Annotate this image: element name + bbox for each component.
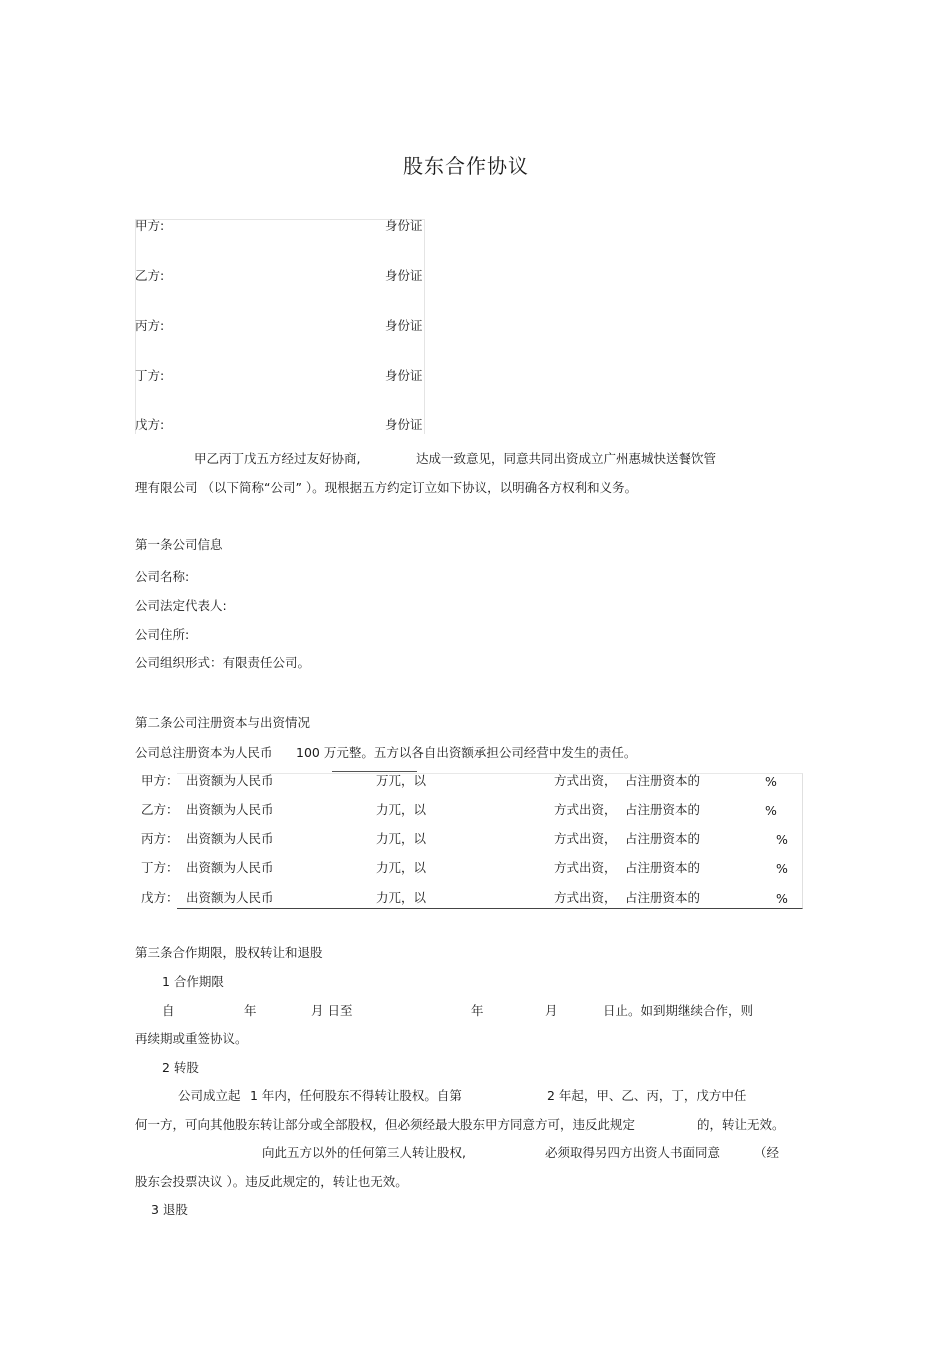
term-from: 自 (162, 1003, 175, 1018)
section-transfer-heading: 2 转股 (162, 1060, 199, 1075)
company-name-field: 公司名称: (135, 569, 190, 584)
transfer-p2b: 的，转让无效。 (697, 1117, 785, 1132)
legal-representative-field: 公司法定代表人: (135, 598, 227, 613)
row-percent: % (765, 774, 777, 789)
row-percent: % (765, 803, 777, 818)
party-label: 丁方: (135, 368, 165, 383)
row-share: 占注册资本的 (625, 890, 701, 905)
section-withdraw-heading: 3 退股 (151, 1202, 188, 1217)
row-unit: 力兀，以 (376, 831, 427, 846)
row-party: 戊方： (141, 890, 179, 905)
party-id-label: 身份证 (385, 318, 423, 333)
row-desc: 出资额为人民币 (186, 802, 274, 817)
party-id-label: 身份证 (385, 368, 423, 383)
document-title: 股东合作协议 (403, 154, 529, 178)
row-mode: 方式出资， (554, 773, 617, 788)
row-mode: 方式出资， (554, 860, 617, 875)
intro-line-1b: 达成一致意见，同意共同出资成立广州惠城快送餐饮管 (416, 451, 717, 466)
capital-line-a: 公司总注册资本为人民币 (135, 745, 273, 760)
company-address-field: 公司住所: (135, 627, 190, 642)
row-percent: % (776, 832, 788, 847)
row-unit: 力兀，以 (376, 860, 427, 875)
row-desc: 出资额为人民币 (186, 831, 274, 846)
row-share: 占注册资本的 (625, 802, 701, 817)
party-label: 戊方: (135, 417, 165, 432)
row-mode: 方式出资， (554, 890, 617, 905)
row-percent: % (776, 891, 788, 906)
party-id-label: 身份证 (385, 218, 423, 233)
row-party: 丙方： (141, 831, 179, 846)
row-percent: % (776, 861, 788, 876)
term-tail: 日止。如到期继续合作，则 (603, 1003, 754, 1018)
term-month-1: 月 日至 (311, 1003, 353, 1018)
transfer-p1c: 2 年起，甲、乙、丙，丁，戊方中任 (547, 1088, 747, 1103)
row-party: 乙方： (141, 802, 179, 817)
parties-box (135, 219, 425, 434)
row-desc: 出资额为人民币 (186, 773, 274, 788)
capital-top-rule (332, 771, 417, 772)
intro-line-1a: 甲乙丙丁戊五方经过友好协商, (194, 451, 361, 466)
intro-line-2: 理有限公司 （以下简称“公司” ）。现根据五方约定订立如下协议，以明确各方权利和义务。 (135, 480, 638, 495)
row-unit: 力兀，以 (376, 802, 427, 817)
row-party: 丁方： (141, 860, 179, 875)
transfer-p2a: 何一方，可向其他股东转让部分或全部股权，但必须经最大股东甲方同意方可，违反此规定 (135, 1117, 636, 1132)
transfer-p3a: 向此五方以外的任何第三人转让股权, (262, 1145, 466, 1160)
transfer-p1b: 1 年内，任何股东不得转让股权。自第 (250, 1088, 462, 1103)
transfer-p3c: （经 (754, 1145, 780, 1160)
term-month-2: 月 (545, 1003, 558, 1018)
row-share: 占注册资本的 (625, 831, 701, 846)
transfer-p3b: 必须取得另四方出资人书面同意 (545, 1145, 721, 1160)
row-party: 甲方： (141, 773, 179, 788)
article-2-heading: 第二条公司注册资本与出资情况 (135, 715, 311, 730)
article-1-heading: 第一条公司信息 (135, 537, 223, 552)
party-id-label: 身份证 (385, 417, 423, 432)
transfer-p4: 股东会投票决议 ）。违反此规定的，转让也无效。 (135, 1174, 408, 1189)
row-share: 占注册资本的 (625, 773, 701, 788)
row-desc: 出资额为人民币 (186, 890, 274, 905)
row-share: 占注册资本的 (625, 860, 701, 875)
party-id-label: 身份证 (385, 268, 423, 283)
row-mode: 方式出资， (554, 831, 617, 846)
row-unit: 万兀，以 (376, 773, 427, 788)
row-desc: 出资额为人民币 (186, 860, 274, 875)
section-term-heading: 1 合作期限 (162, 974, 224, 989)
party-label: 乙方: (135, 268, 165, 283)
article-3-heading: 第三条合作期限，股权转让和退股 (135, 945, 323, 960)
company-form-field: 公司组织形式：有限责任公司。 (135, 655, 311, 670)
row-mode: 方式出资， (554, 802, 617, 817)
party-label: 丙方: (135, 318, 165, 333)
transfer-p1a: 公司成立起 (178, 1088, 241, 1103)
capital-line-b: 100 万元整。五方以各自出资额承担公司经营中发生的责任。 (296, 745, 637, 760)
term-line-2: 再续期或重签协议。 (135, 1031, 248, 1046)
row-unit: 力兀，以 (376, 890, 427, 905)
term-year-1: 年 (244, 1003, 257, 1018)
term-year-2: 年 (471, 1003, 484, 1018)
party-label: 甲方: (135, 218, 165, 233)
